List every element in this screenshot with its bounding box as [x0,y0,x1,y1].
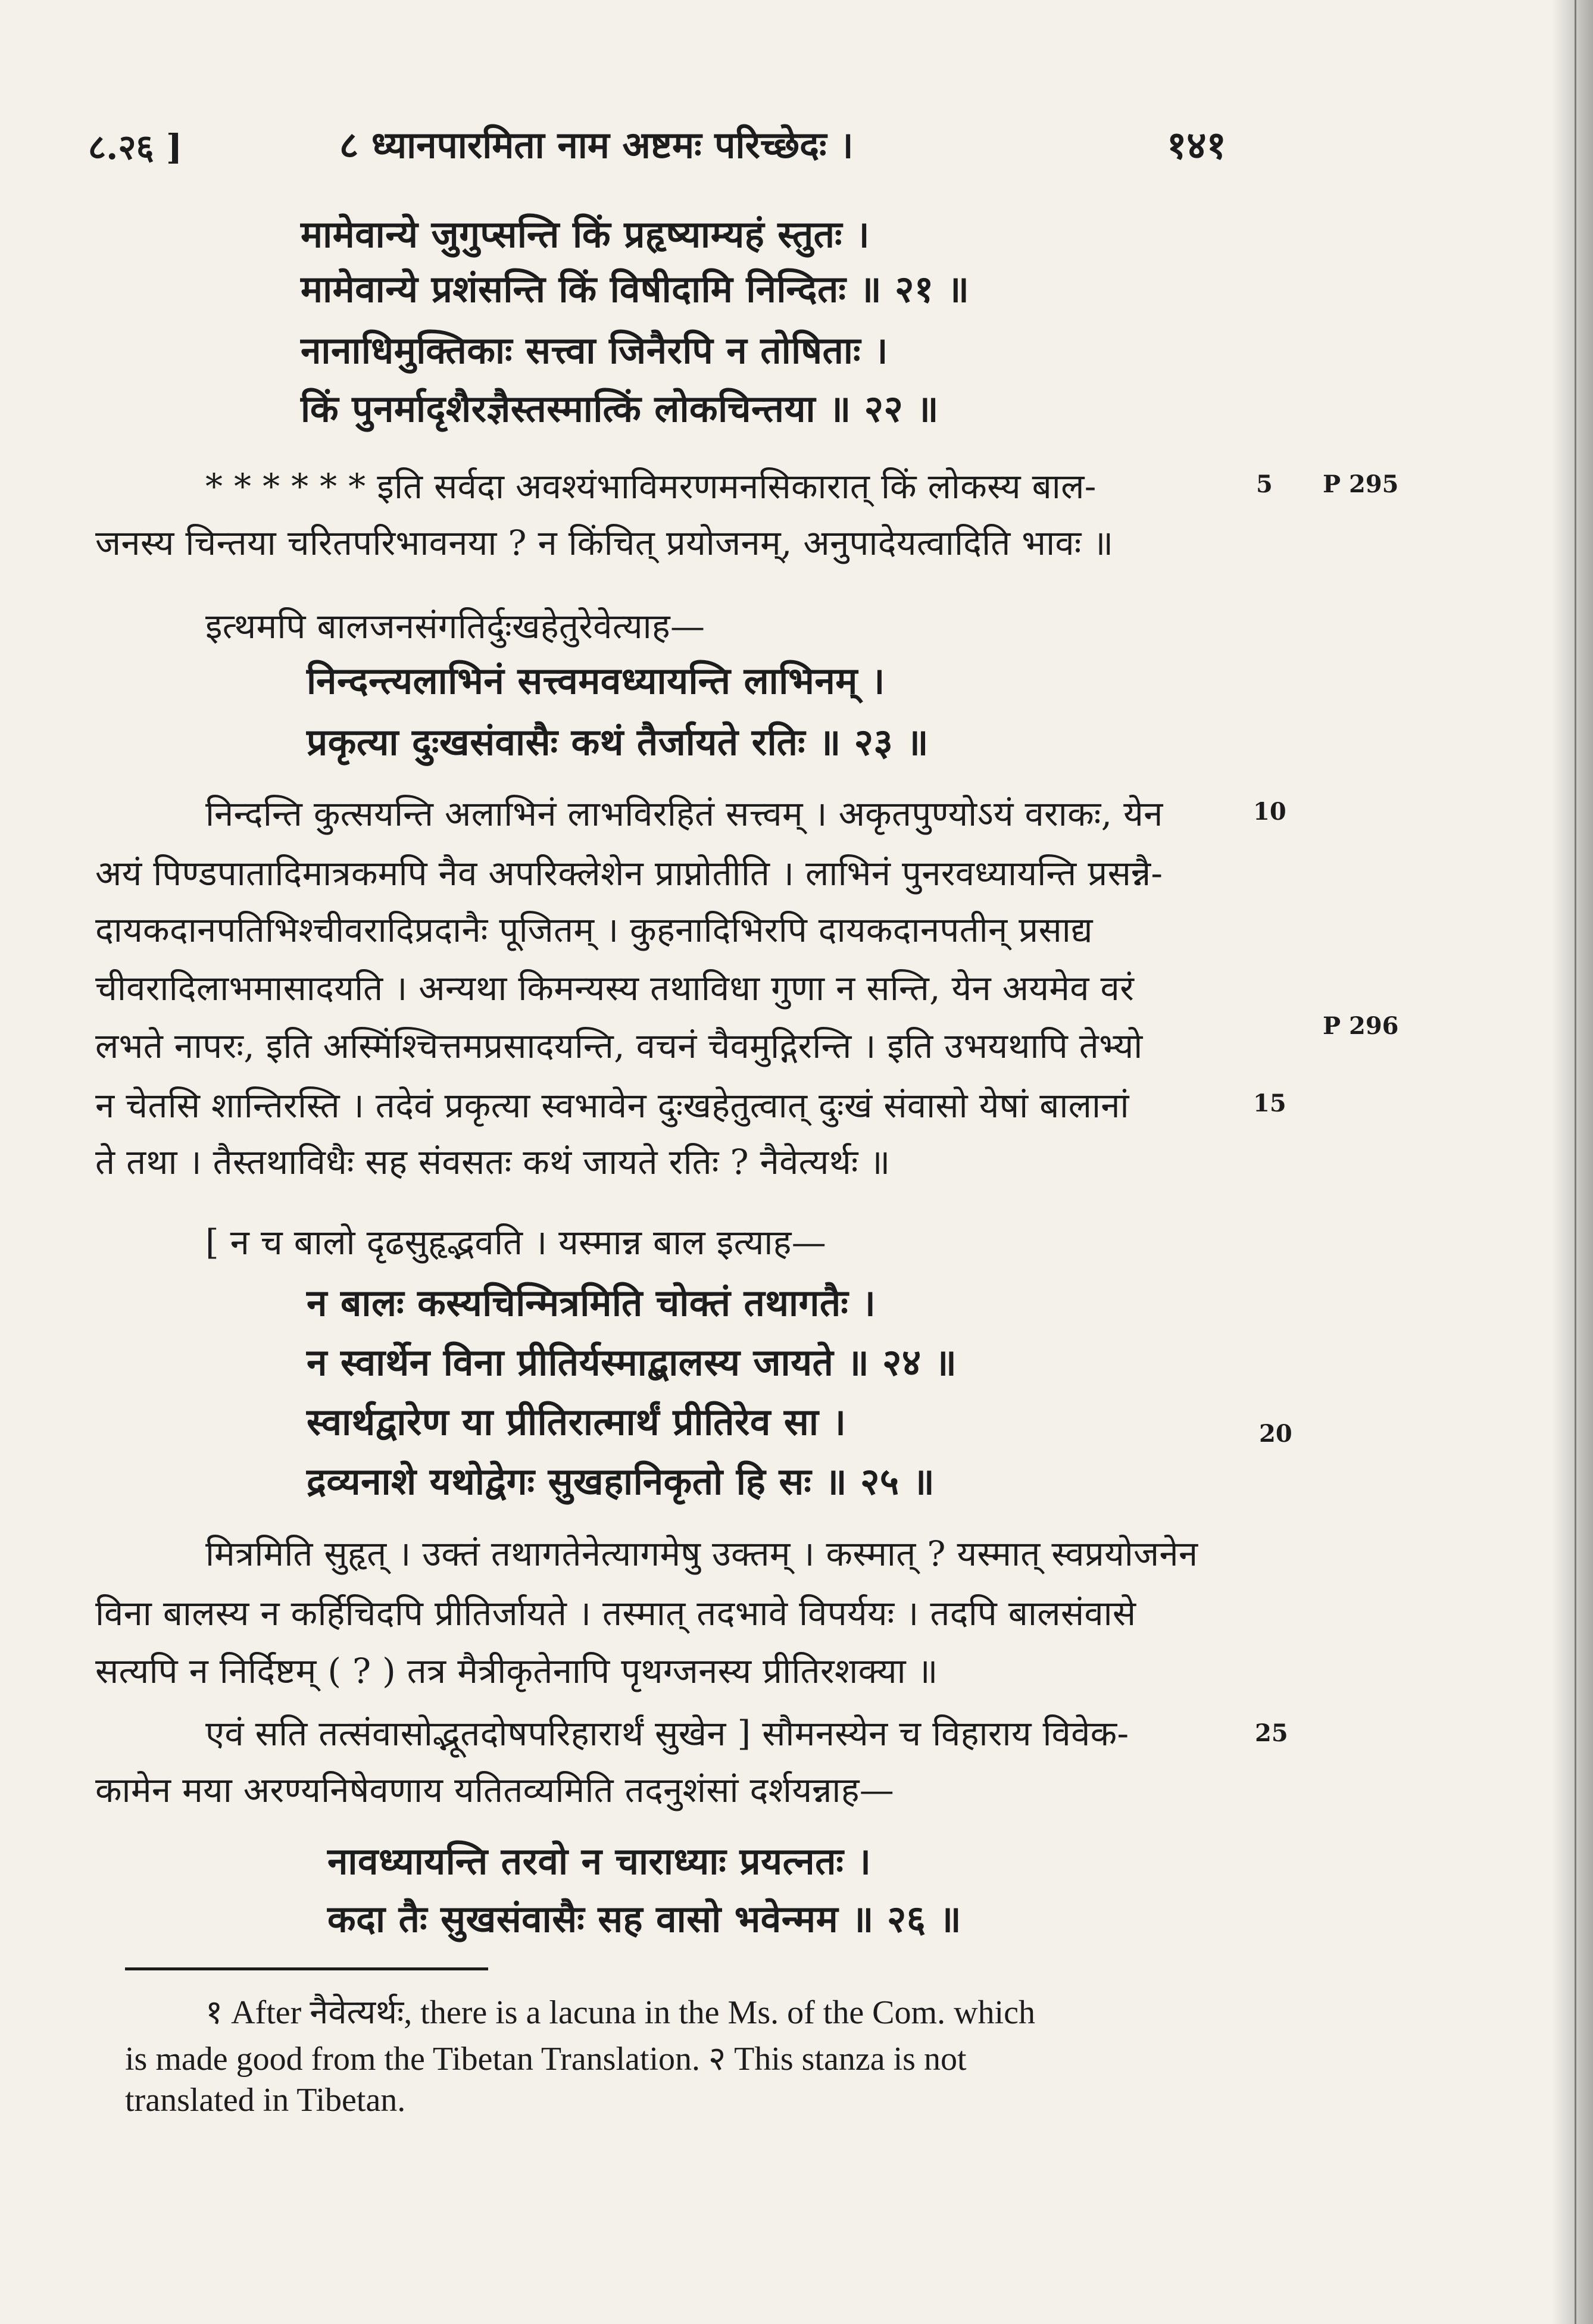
footnote-line: १ After नैवेत्यर्थः, there is a lacuna in the Ms. of the Com. which [205,1994,1035,2031]
verse-line: मामेवान्ये प्रशंसन्ति किं विषीदामि निन्दितः ॥ २१ ॥ [301,267,970,311]
prose-line: विना बालस्य न कर्हिचिदपि प्रीतिर्जायते । तस्मात् तदभावे विपर्ययः । तदपि बालसंवासे [95,1593,1136,1633]
prose-line: लभते नापरः, इति अस्मिंश्चित्तमप्रसादयन्ति, वचनं चैवमुद्गिरन्ति । इति उभयथापि तेभ्यो [95,1026,1143,1066]
prose-line: दायकदानपतिभिश्चीवरादिप्रदानैः पूजितम् । कुहनादिभिरपि दायकदानपतीन् प्रसाद्य [95,910,1093,950]
prose-line: मित्रमिति सुहृत् । उक्तं तथागतेनेत्यागमेषु उक्तम् । कस्मात् ? यस्मात् स्वप्रयोजनेन [205,1533,1198,1574]
prose-line: चीवरादिलाभमासादयति । अन्यथा किमन्यस्य तथाविधा गुणा न सन्ति, येन अयमेव वरं [95,968,1135,1008]
verse-line: प्रकृत्या दुःखसंवासैः कथं तैर्जायते रतिः ॥ २३ ॥ [307,720,929,764]
verse-line: मामेवान्ये जुगुप्सन्ति किं प्रहृष्याम्यहं स्तुतः । [301,213,870,256]
verse-line: किं पुनर्मादृशैरज्ञैस्तस्मात्किं लोकचिन्तया ॥ २२ ॥ [301,387,939,430]
verse-line: स्वार्थद्वारेण या प्रीतिरात्मार्थं प्रीतिरेव सा । [307,1400,847,1444]
prose-line: * * * * * * इति सर्वदा अवश्यंभाविमरणमनसिकारात् किं लोकस्य बाल- [205,466,1097,507]
verse-line: निन्दन्त्यलाभिनं सत्त्वमवध्यायन्ति लाभिनम् । [307,659,885,702]
prose-line: जनस्य चिन्तया चरितपरिभावनया ? न किंचित् प्रयोजनम्, अनुपादेयत्वादिति भावः ॥ [95,523,1114,563]
prose-line: अयं पिण्डपातादिमात्रकमपि नैव अपरिक्लेशेन प्राप्नोतीति । लाभिनं पुनरवध्यायन्ति प्रसन्नै- [95,853,1163,894]
running-head-title: ८ ध्यानपारमिता नाम अष्टमः परिच्छेदः । [339,123,854,167]
prose-line: इत्थमपि बालजनसंगतिर्दुःखहेतुरेवेत्याह— [205,606,705,646]
page-number: १४१ [1167,123,1226,168]
line-number: 25 [1255,1719,1288,1747]
prose-line: न चेतसि शान्तिरस्ति । तदेवं प्रकृत्या स्वभावेन दुःखहेतुत्वात् दुःखं संवासो येषां बालानां [95,1085,1129,1126]
footnote-line: translated in Tibetan. [125,2082,406,2119]
page-mark: P 295 [1323,470,1399,498]
page-mark: P 296 [1323,1012,1399,1040]
line-number: 15 [1253,1089,1286,1117]
verse-line: न स्वार्थेन विना प्रीतिर्यस्माद्बालस्य जायते ॥ २४ ॥ [307,1341,957,1384]
prose-line: निन्दन्ति कुत्सयन्ति अलाभिनं लाभविरहितं सत्त्वम् । अकृतपुण्योऽयं वराकः, येन [205,794,1163,834]
footnote-rule [125,1967,488,1970]
verse-line: नावध्यायन्ति तरवो न चाराध्याः प्रयत्नतः । [327,1839,872,1883]
line-number: 20 [1259,1420,1292,1448]
prose-line: सत्यपि न निर्दिष्टम् ( ? ) तत्र मैत्रीकृतेनापि पृथग्जनस्य प्रीतिरशक्या ॥ [95,1651,938,1691]
verse-line: कदा तैः सुखसंवासैः सह वासो भवेन्मम ॥ २६ ॥ [327,1897,962,1941]
footnote-line: is made good from the Tibetan Translation. २ This stanza is not [125,2041,967,2078]
prose-line: कामेन मया अरण्यनिषेवणाय यतितव्यमिति तदनुशंसां दर्शयन्नाह— [95,1770,895,1810]
verse-line: नानाधिमुक्तिकाः सत्त्वा जिनैरपि न तोषिताः । [301,329,889,372]
running-head-verse-ref: ८.२६ ] [88,127,183,167]
line-number: 10 [1253,798,1286,826]
prose-line: ते तथा । तैस्तथाविधैः सह संवसतः कथं जायते रतिः ? नैवेत्यर्थः ॥ [95,1142,891,1182]
line-number: 5 [1256,470,1273,498]
prose-line: एवं सति तत्संवासोद्भूतदोषपरिहारार्थं सुखेन ] सौमनस्येन च विहाराय विवेक- [205,1713,1129,1754]
prose-line: [ न च बालो दृढसुहृद्भवति । यस्मान्न बाल इत्याह— [205,1222,827,1263]
verse-line: न बालः कस्यचिन्मित्रमिति चोक्तं तथागतैः । [307,1281,876,1325]
verse-line: द्रव्यनाशे यथोद्वेगः सुखहानिकृतो हि सः ॥ २५ ॥ [307,1460,935,1503]
page-edge-shadow [1551,0,1593,2324]
page-edge-line [1575,0,1576,2324]
